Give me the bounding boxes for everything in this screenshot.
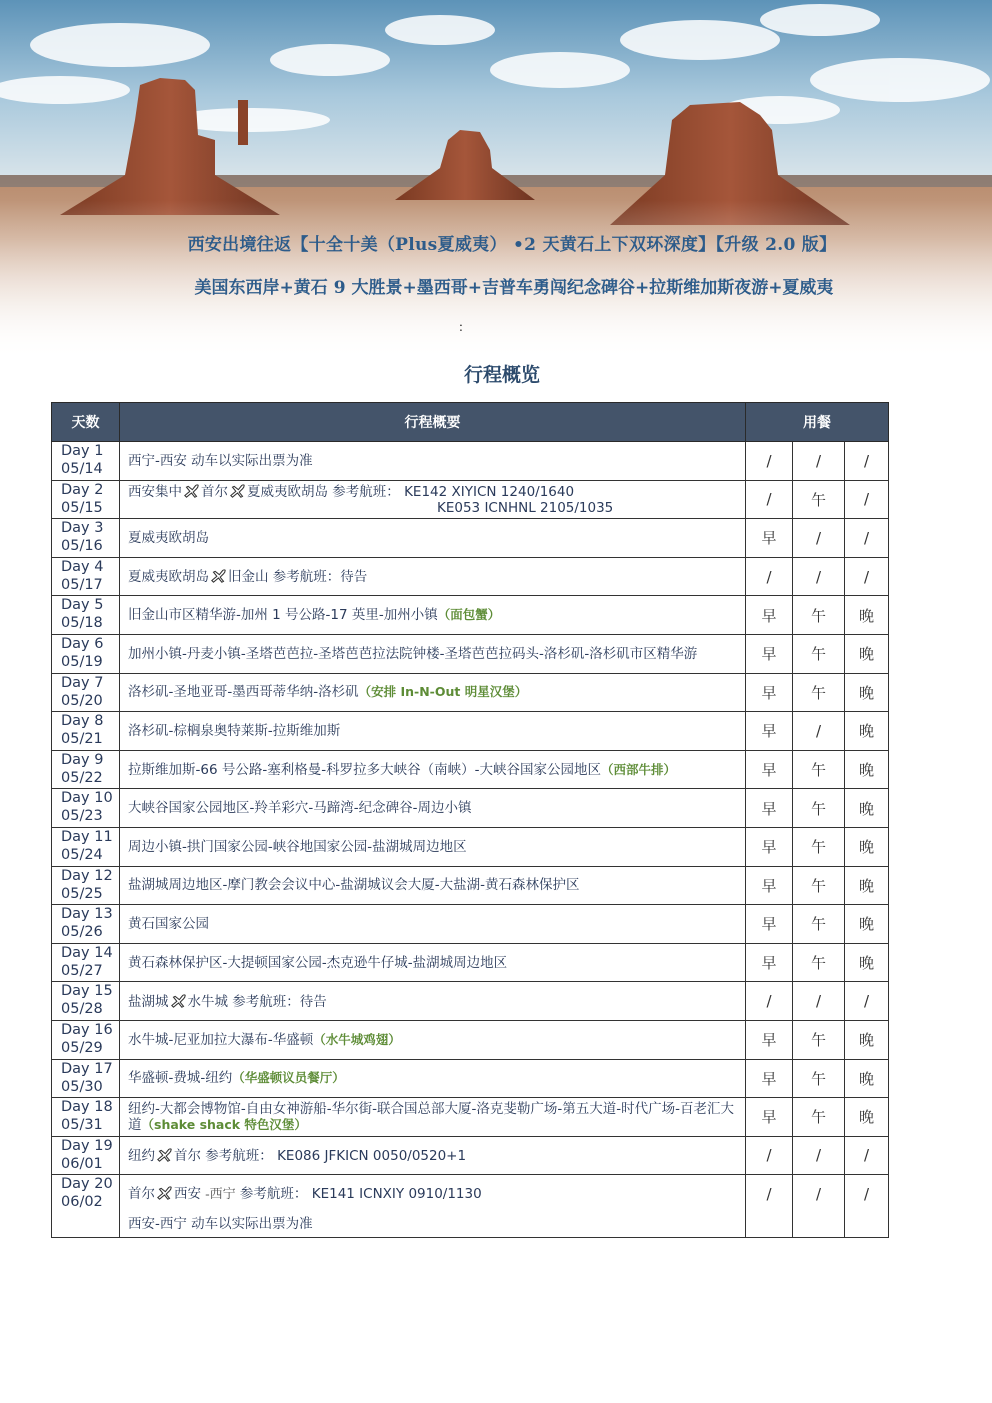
- table-row: [52, 1098, 889, 1137]
- day-label: Day 16: [61, 1021, 113, 1038]
- meal-breakfast: 早: [746, 519, 793, 558]
- table-row: [52, 750, 889, 789]
- header-meals: 用餐: [746, 403, 889, 442]
- meal-lunch: 午: [793, 480, 845, 519]
- day-cell: [52, 905, 120, 944]
- day-cell: [52, 442, 120, 481]
- meal-lunch: 午: [793, 1059, 845, 1098]
- route-next: 首尔: [201, 483, 228, 500]
- flight-line-2: KE053 ICNHNL 2105/1035: [437, 499, 614, 516]
- table-row: [52, 596, 889, 635]
- day-cell: [52, 827, 120, 866]
- meal-lunch: 午: [793, 866, 845, 905]
- itinerary-text: 周边小镇-拱门国家公园-峡谷地国家公园-盐湖城周边地区: [128, 838, 467, 855]
- day-date: 05/31: [61, 1117, 103, 1134]
- day-date: 05/25: [61, 885, 103, 902]
- summary-cell: [120, 827, 746, 866]
- meal-breakfast: 早: [746, 634, 793, 673]
- itinerary-text: 纽约-大都会博物馆-自由女神游船-华尔街-联合国总部大厦-洛克斐勒广场-第五大道-时代广场-百老汇大道: [128, 1100, 734, 1133]
- day-cell: [52, 596, 120, 635]
- day-date: 05/21: [61, 731, 103, 748]
- meal-lunch: /: [793, 1136, 845, 1175]
- meal-lunch: 午: [793, 1020, 845, 1059]
- day-date: 05/14: [61, 461, 103, 477]
- table-header-row: [52, 403, 889, 442]
- meal-breakfast: /: [746, 557, 793, 596]
- meal-breakfast: 早: [746, 866, 793, 905]
- day-cell: [52, 712, 120, 751]
- meal-lunch: /: [793, 519, 845, 558]
- summary-cell: [120, 1020, 746, 1059]
- summary-cell: [120, 789, 746, 828]
- summary-cell: [120, 750, 746, 789]
- meal-lunch: 午: [793, 634, 845, 673]
- airplane-icon: [183, 483, 200, 498]
- meal-breakfast: 早: [746, 905, 793, 944]
- day-date: 05/29: [61, 1039, 103, 1056]
- summary-cell: [120, 982, 746, 1021]
- meal-highlight: （华盛顿议员餐厅）: [232, 1070, 345, 1086]
- meal-lunch: 午: [793, 673, 845, 712]
- meal-breakfast: /: [746, 480, 793, 519]
- meal-breakfast: 早: [746, 1059, 793, 1098]
- day-date: 05/20: [61, 692, 103, 709]
- day-cell: [52, 943, 120, 982]
- meal-breakfast: /: [746, 442, 793, 481]
- day-label: Day 1: [61, 443, 104, 459]
- meal-dinner: 晚: [845, 943, 889, 982]
- meal-breakfast: /: [746, 1175, 793, 1238]
- summary-cell: [120, 1175, 746, 1238]
- table-row: [52, 712, 889, 751]
- route-origin: 首尔: [128, 1186, 155, 1203]
- day-cell: [52, 982, 120, 1021]
- meal-highlight: （西部牛排）: [600, 761, 676, 777]
- airplane-icon: [170, 993, 187, 1008]
- day-label: Day 20: [61, 1176, 113, 1193]
- summary-cell: [120, 1136, 746, 1175]
- meal-breakfast: 早: [746, 673, 793, 712]
- day-cell: [52, 480, 120, 519]
- itinerary-text: 夏威夷欧胡岛: [128, 529, 209, 546]
- route-next: 旧金山 参考航班：待告: [228, 569, 368, 586]
- meal-dinner: /: [845, 1175, 889, 1238]
- itinerary-text: 拉斯维加斯-66 号公路-塞利格曼-科罗拉多大峡谷（南峡）-大峡谷国家公园地区: [128, 761, 601, 778]
- meal-breakfast: 早: [746, 1020, 793, 1059]
- day-cell: [52, 634, 120, 673]
- summary-cell: [120, 905, 746, 944]
- day-label: Day 18: [61, 1099, 113, 1116]
- summary-cell: [120, 712, 746, 751]
- day-label: Day 17: [61, 1060, 113, 1077]
- banner-colon: :: [459, 320, 463, 335]
- table-row: [52, 557, 889, 596]
- day-date: 05/22: [61, 769, 103, 786]
- meal-dinner: 晚: [845, 673, 889, 712]
- route-flight: 夏威夷欧胡岛 参考航班： KE142 XIYICN 1240/1640: [247, 483, 575, 500]
- meal-dinner: 晚: [845, 1020, 889, 1059]
- day-date: 05/16: [61, 538, 103, 555]
- day-cell: [52, 673, 120, 712]
- meal-lunch: /: [793, 557, 845, 596]
- route-origin: 西安集中: [128, 483, 182, 500]
- meal-dinner: 晚: [845, 750, 889, 789]
- summary-cell: [120, 1059, 746, 1098]
- table-row: [52, 1175, 889, 1238]
- summary-cell: [120, 519, 746, 558]
- day-cell: [52, 1098, 120, 1137]
- day-date: 05/19: [61, 653, 103, 670]
- day-label: Day 4: [61, 558, 104, 575]
- summary-cell: [120, 596, 746, 635]
- meal-breakfast: 早: [746, 750, 793, 789]
- meal-dinner: 晚: [845, 596, 889, 635]
- route-origin: 盐湖城: [128, 993, 169, 1010]
- table-row: [52, 634, 889, 673]
- day-date: 05/27: [61, 962, 103, 979]
- summary-cell: [120, 1098, 746, 1137]
- table-row: [52, 519, 889, 558]
- airplane-icon: [156, 1185, 173, 1200]
- route-next: 首尔 参考航班： KE086 JFKICN 0050/0520+1: [174, 1147, 467, 1164]
- summary-cell: [120, 557, 746, 596]
- meal-breakfast: 早: [746, 1098, 793, 1137]
- table-row: [52, 827, 889, 866]
- meal-dinner: /: [845, 480, 889, 519]
- meal-lunch: 午: [793, 789, 845, 828]
- day-label: Day 19: [61, 1137, 113, 1154]
- meal-lunch: 午: [793, 596, 845, 635]
- day-cell: [52, 1175, 120, 1238]
- route-next: 水牛城 参考航班：待告: [187, 993, 327, 1010]
- itinerary-text: 洛杉矶-圣地亚哥-墨西哥蒂华纳-洛杉矶: [128, 684, 359, 701]
- day-cell: [52, 1136, 120, 1175]
- day-cell: [52, 1059, 120, 1098]
- table-row: [52, 943, 889, 982]
- header-summary: 行程概要: [120, 403, 746, 442]
- itinerary-text: 旧金山市区精华游-加州 1 号公路-17 英里-加州小镇: [128, 607, 438, 624]
- day-label: Day 14: [61, 944, 113, 961]
- route-next: 西安: [174, 1186, 206, 1203]
- day-cell: [52, 1020, 120, 1059]
- route-origin: 纽约: [128, 1147, 155, 1164]
- meal-highlight: （shake shack 特色汉堡）: [141, 1116, 307, 1132]
- meal-lunch: 午: [793, 905, 845, 944]
- day-label: Day 12: [61, 867, 113, 884]
- day-date: 05/28: [61, 1001, 103, 1018]
- hero-banner: [0, 0, 992, 360]
- meal-lunch: 午: [793, 943, 845, 982]
- table-row: [52, 789, 889, 828]
- day-date: 05/26: [61, 924, 103, 941]
- itinerary-text: 水牛城-尼亚加拉大瀑布-华盛顿: [128, 1031, 314, 1048]
- meal-lunch: /: [793, 982, 845, 1021]
- meal-dinner: /: [845, 442, 889, 481]
- day-label: Day 3: [61, 520, 104, 537]
- table-row: [52, 480, 889, 519]
- itinerary-table: [51, 402, 889, 1238]
- section-title: 行程概览: [463, 364, 540, 386]
- meal-dinner: 晚: [845, 712, 889, 751]
- meal-breakfast: 早: [746, 712, 793, 751]
- summary-cell: [120, 634, 746, 673]
- meal-breakfast: /: [746, 982, 793, 1021]
- meal-highlight: （水牛城鸡翅）: [313, 1031, 401, 1047]
- day-label: Day 9: [61, 751, 104, 768]
- header-day: 天数: [52, 403, 120, 442]
- meal-dinner: 晚: [845, 789, 889, 828]
- route-origin: 夏威夷欧胡岛: [128, 569, 209, 586]
- day-cell: [52, 750, 120, 789]
- meal-lunch: /: [793, 712, 845, 751]
- day-cell: [52, 519, 120, 558]
- table-row: [52, 982, 889, 1021]
- day-date: 06/02: [61, 1194, 103, 1211]
- meal-lunch: /: [793, 1175, 845, 1238]
- meal-lunch: 午: [793, 750, 845, 789]
- meal-breakfast: 早: [746, 596, 793, 635]
- meal-dinner: 晚: [845, 827, 889, 866]
- airplane-icon: [229, 483, 246, 498]
- itinerary-text: 盐湖城周边地区-摩门教会会议中心-盐湖城议会大厦-大盐湖-黄石森林保护区: [128, 877, 580, 894]
- summary-cell: [120, 866, 746, 905]
- summary-cell: [120, 673, 746, 712]
- meal-lunch: 午: [793, 827, 845, 866]
- day-date: 05/23: [61, 808, 103, 825]
- meal-dinner: /: [845, 1136, 889, 1175]
- table-row: [52, 1059, 889, 1098]
- meal-dinner: 晚: [845, 634, 889, 673]
- day-label: Day 6: [61, 635, 104, 652]
- day-label: Day 5: [61, 597, 104, 614]
- day-label: Day 13: [61, 906, 113, 923]
- table-row: [52, 905, 889, 944]
- day-label: Day 7: [61, 674, 104, 691]
- route-extra: -西宁: [205, 1186, 236, 1202]
- table-row: [52, 866, 889, 905]
- meal-dinner: /: [845, 982, 889, 1021]
- day-date: 06/01: [61, 1155, 103, 1172]
- day-cell: [52, 557, 120, 596]
- day-label: Day 15: [61, 983, 113, 1000]
- meal-highlight: （面包蟹）: [437, 607, 501, 623]
- itinerary-text: 黄石国家公园: [128, 915, 209, 932]
- day-label: Day 8: [61, 713, 104, 730]
- day-date: 05/18: [61, 615, 103, 632]
- itinerary-text: 华盛顿-费城-纽约: [128, 1070, 233, 1087]
- meal-highlight: （安排 In-N-Out 明星汉堡）: [358, 684, 528, 700]
- table-row: [52, 673, 889, 712]
- meal-dinner: 晚: [845, 1059, 889, 1098]
- meal-dinner: 晚: [845, 866, 889, 905]
- day-date: 05/15: [61, 499, 103, 516]
- itinerary-text: 黄石森林保护区-大提顿国家公园-杰克逊牛仔城-盐湖城周边地区: [128, 954, 508, 971]
- meal-breakfast: 早: [746, 789, 793, 828]
- itinerary-text: 大峡谷国家公园地区-羚羊彩穴-马蹄湾-纪念碑谷-周边小镇: [128, 800, 472, 817]
- meal-breakfast: 早: [746, 827, 793, 866]
- summary-cell: [120, 480, 746, 519]
- meal-dinner: /: [845, 519, 889, 558]
- day-cell: [52, 789, 120, 828]
- route-flight: 参考航班： KE141 ICNXIY 0910/1130: [235, 1186, 482, 1203]
- meal-dinner: /: [845, 557, 889, 596]
- monument-valley-photo: [0, 0, 992, 360]
- airplane-icon: [156, 1147, 173, 1162]
- train-note: 西安-西宁 动车以实际出票为准: [128, 1216, 313, 1233]
- day-date: 05/30: [61, 1078, 103, 1095]
- table-row: [52, 442, 889, 481]
- meal-dinner: 晚: [845, 905, 889, 944]
- meal-lunch: /: [793, 442, 845, 481]
- day-label: Day 11: [61, 828, 113, 845]
- day-date: 05/24: [61, 846, 103, 863]
- banner-subtitle: 美国东西岸+黄石 9 大胜景+墨西哥+吉普车勇闯纪念碑谷+拉斯维加斯夜游+夏威夷: [194, 278, 834, 298]
- itinerary-text: 西宁-西安 动车以实际出票为准: [128, 452, 313, 469]
- day-label: Day 10: [61, 790, 113, 807]
- banner-title: 西安出境往返【十全十美（Plus夏威夷） •2 天黄石上下双环深度】【升级 2.0 版】: [187, 235, 837, 255]
- summary-cell: [120, 943, 746, 982]
- day-cell: [52, 866, 120, 905]
- summary-cell: [120, 442, 746, 481]
- meal-breakfast: /: [746, 1136, 793, 1175]
- meal-breakfast: 早: [746, 943, 793, 982]
- day-date: 05/17: [61, 576, 103, 593]
- table-row: [52, 1136, 889, 1175]
- meal-dinner: 晚: [845, 1098, 889, 1137]
- day-label: Day 2: [61, 481, 104, 498]
- meal-lunch: 午: [793, 1098, 845, 1137]
- itinerary-text: 洛杉矶-棕榈泉奥特莱斯-拉斯维加斯: [128, 722, 341, 739]
- itinerary-text: 加州小镇-丹麦小镇-圣塔芭芭拉-圣塔芭芭拉法院钟楼-圣塔芭芭拉码头-洛杉矶-洛杉矶市区精华游: [128, 645, 698, 662]
- table-row: [52, 1020, 889, 1059]
- airplane-icon: [210, 568, 227, 583]
